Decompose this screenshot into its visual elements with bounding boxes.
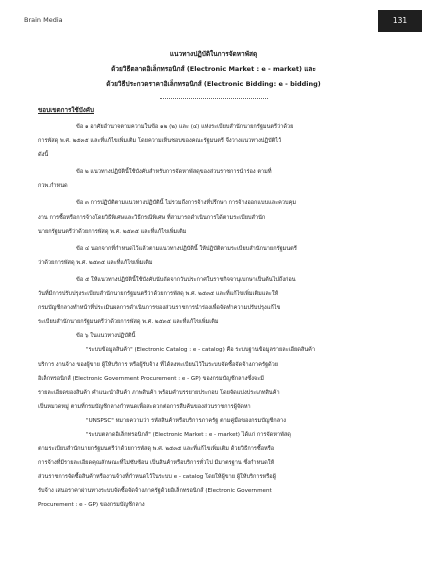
text-line: วันที่มีการปรับปรุงระเบียบสำนักนายกรัฐมนตรีว่าด้วยการพัสดุ พ.ศ. ๒๕๓๕ และที่แก้ไขเพิ่มเติมและให้	[38, 291, 279, 298]
paragraph-clause-2	[38, 165, 390, 193]
text-line: บริการ งานจ้าง ของผู้ขาย ผู้ให้บริการ หรือผู้รับจ้าง ที่ได้ลงทะเบียนไว้ในระบบจัดซื้อจัดจ้างภาครัฐด้วย	[38, 361, 279, 368]
text-line: ข้อ ๖ ในแนวทางปฏิบัตินี้	[76, 333, 136, 340]
paragraph-clause-4	[38, 242, 390, 270]
text-line: ข้อ ๑ อาศัยอำนาจตามความในข้อ ๑๒ (๒) และ (๔) แห่งระเบียบสำนักนายกรัฐมนตรีว่าด้วย	[76, 124, 294, 130]
paragraph-clause-6	[38, 329, 390, 343]
text-line: นายกรัฐมนตรีว่าด้วยการพัสดุ พ.ศ. ๒๕๓๕ และที่แก้ไขเพิ่มเติม	[38, 228, 187, 235]
title-separator	[160, 98, 268, 99]
document-subtitle-emarket: ด้วยวิธีตลาดอิเล็กทรอนิกส์ (Electronic Market : e - market) และ	[111, 65, 316, 73]
document-body	[38, 104, 390, 513]
page-number-badge: 131	[378, 10, 422, 32]
text-line: การจ้างที่มีรายละเอียดคุณลักษณะที่ไม่ซับซ้อน เป็นสินค้าหรือบริการทั่วไป มีมาตรฐาน ซึ่งกำหนดให้	[38, 460, 275, 467]
text-line: "ระบบตลาดอิเล็กทรอนิกส์" (Electronic Market : e - market) ได้แก่ การจัดหาพัสดุ	[86, 431, 291, 438]
text-line: "ระบบข้อมูลสินค้า" (Electronic Catalog : e - catalog) คือ ระบบฐานข้อมูลรายละเอียดสินค้า	[86, 347, 316, 354]
text-line: ข้อ ๔ นอกจากที่กำหนดไว้แล้วตามแนวทางปฏิบัตินี้ ให้ปฏิบัติตามระเบียบสำนักนายกรัฐมนตรี	[76, 245, 297, 252]
text-line: การพัสดุ พ.ศ. ๒๕๓๕ และที่แก้ไขเพิ่มเติม โดยความเห็นชอบของคณะรัฐมนตรี จึงวางแนวทางปฏิบัติไว้	[38, 138, 282, 145]
text-line: รายละเอียดของสินค้า คำแนะนำสินค้า ภาพสินค้า พร้อมคำบรรยายประกอบ โดยจัดแบ่งประเภทสินค้า	[38, 389, 280, 396]
definition-e-catalog	[38, 343, 390, 413]
document-subtitle-ebidding: ด้วยวิธีประกวดราคาอิเล็กทรอนิกส์ (Electronic Bidding: e - bidding)	[106, 80, 321, 88]
text-line: กวพ.กำหนด	[38, 183, 68, 190]
paragraph-clause-5	[38, 273, 390, 329]
paragraph-clause-3	[38, 196, 390, 238]
brand-name: Brain Media	[24, 16, 63, 24]
text-line: กรมบัญชีกลางทำหน้าที่ประเมินผลการดำเนินการของส่วนราชการนำร่องเพื่อจัดทำความปรับปรุงแก้ไข	[38, 305, 281, 312]
paragraph-clause-1	[38, 120, 390, 162]
text-line: ส่วนราชการจัดซื้อสินค้าหรืองานจ้างที่กำหนดไว้ในระบบ e - catalog โดยให้ผู้ขาย ผู้ให้บริการหรือผู้	[38, 474, 276, 481]
text-line: ว่าด้วยการพัสดุ พ.ศ. ๒๕๓๕ และที่แก้ไขเพิ่มเติม	[38, 259, 153, 266]
text-line: รับจ้าง เสนอราคาผ่านทางระบบจัดซื้อจัดจ้างภาครัฐด้วยอิเล็กทรอนิกส์ (Electronic Government	[38, 488, 272, 495]
text-line: "UNSPSC" หมายความว่า รหัสสินค้าหรือบริการภาครัฐ ตามคู่มือของกรมบัญชีกลาง	[86, 417, 286, 424]
text-line: อิเล็กทรอนิกส์ (Electronic Government Procurement : e - GP) ของกรมบัญชีกลางซึ่งจะมี	[38, 375, 264, 382]
text-line: ข้อ ๕ ให้แนวทางปฏิบัตินี้ใช้บังคับนับถัดจากวันประกาศในราชกิจจานุเบกษาเป็นต้นไปถึงก่อน	[76, 276, 296, 283]
page-header	[0, 0, 427, 40]
document-title: แนวทางปฏิบัติในการจัดหาพัสดุ	[169, 50, 258, 58]
text-line: ข้อ ๒ แนวทางปฏิบัตินี้ใช้บังคับสำหรับการจัดหาพัสดุของส่วนราชการนำร่อง ตามที่	[76, 169, 272, 176]
text-line: ตามระเบียบสำนักนายกรัฐมนตรีว่าด้วยการพัสดุ พ.ศ. ๒๕๓๕ และที่แก้ไขเพิ่มเติม ด้วยวิธีการซื้อหรือ	[38, 446, 275, 453]
definition-unspsc	[38, 414, 390, 428]
text-line: ระเบียบสำนักนายกรัฐมนตรีว่าด้วยการพัสดุ พ.ศ. ๒๕๓๕ และที่แก้ไขเพิ่มเติม	[38, 319, 219, 326]
document-title-block	[0, 47, 427, 92]
section-heading-scope: ขอบเขตการใช้บังคับ	[38, 107, 94, 114]
definition-e-market	[38, 428, 390, 513]
text-line: งาน การซื้อหรือการจ้างโดยวิธีพิเศษและวิธีกรณีพิเศษ ที่สามารถดำเนินการได้ตามระเบียบสำนัก	[38, 214, 266, 221]
text-line: ดังนี้	[38, 152, 49, 159]
text-line: ข้อ ๓ การปฏิบัติตามแนวทางปฏิบัตินี้ ไม่รวมถึงการจ้างที่ปรึกษา การจ้างออกแบบและควบคุม	[76, 200, 297, 207]
text-line: เป็นหมวดหมู่ ตามที่กรมบัญชีกลางกำหนดเพื่อสะดวกต่อการสืบค้นของส่วนราชการผู้จัดหา	[38, 403, 251, 410]
text-line: Procurement : e - GP) ของกรมบัญชีกลาง	[38, 502, 145, 509]
